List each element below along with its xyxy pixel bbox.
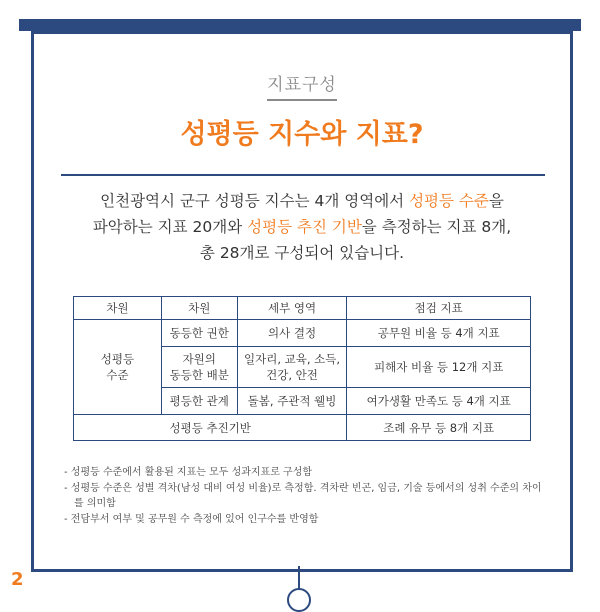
dimension-cell: 동등한 권한 [161,320,237,347]
table-footer-row [74,415,531,441]
group-label: 성평등 [100,352,135,366]
area-cell [237,347,347,388]
intro-line-2 [34,214,570,240]
footnote: - 성평등 수준에서 활용된 지표는 모두 성과지표로 구성함 [64,467,313,478]
indicator-cell: 여가생활 만족도 등 4개 지표 [347,388,531,415]
page-title: 성평등 지수와 지표? [180,119,424,150]
intro-text: 파악하는 지표 20개와 [92,218,248,236]
dimension-line: 동등한 배분 [169,368,229,382]
table-header: 차원 [74,297,162,320]
indicator-cell: 조례 유무 등 8개 지표 [347,415,531,441]
hanging-bar [19,19,581,31]
table-row [74,320,531,347]
intro-text: 을 [488,192,504,210]
area-line: 건강, 안전 [266,368,318,382]
intro-paragraph [34,188,570,266]
intro-highlight: 성평등 수준 [409,192,489,210]
hanger-ring [287,588,311,612]
intro-text: 인천광역시 군구 성평등 지수는 4개 영역에서 [100,192,410,210]
intro-line-1 [34,188,570,214]
intro-line-3: 총 28개로 구성되어 있습니다. [199,244,405,262]
area-cell: 돌봄, 주관적 웰빙 [237,388,347,415]
table-header-row [74,297,531,320]
footnote: - 전담부서 여부 및 공무원 수 측정에 있어 인구수를 반영함 [64,513,319,525]
indicator-table [73,296,531,441]
page-number: 2 [11,569,24,590]
group-cell-equality-level [74,320,162,415]
foundation-label-cell: 성평등 추진기반 [74,415,347,441]
indicator-cell: 피해자 비율 등 12개 지표 [347,347,531,388]
area-line: 일자리, 교육, 소득, [244,352,341,366]
board-frame [31,31,573,572]
table-header: 점검 지표 [347,297,531,320]
footnote: - 성평등 수준은 성별 격차(남성 대비 여성 비율)로 측정함. 격차란 빈곤, 임금, 기술 등에서의 성취 수준의 차이를 의미함 [64,482,542,509]
footnotes [64,465,544,527]
intro-highlight: 성평등 추진 기반 [247,218,362,236]
table-header: 차원 [161,297,237,320]
title-divider [61,174,545,176]
dimension-cell [161,347,237,388]
dimension-line: 자원의 [182,352,216,366]
area-cell: 의사 결정 [237,320,347,347]
intro-text: 을 측정하는 지표 8개, [361,218,512,236]
table-header: 세부 영역 [237,297,347,320]
indicator-cell: 공무원 비율 등 4개 지표 [347,320,531,347]
group-label: 수준 [106,368,129,382]
dimension-cell: 평등한 관계 [161,388,237,415]
section-subtitle [34,70,570,101]
section-subtitle-text: 지표구성 [267,70,337,101]
